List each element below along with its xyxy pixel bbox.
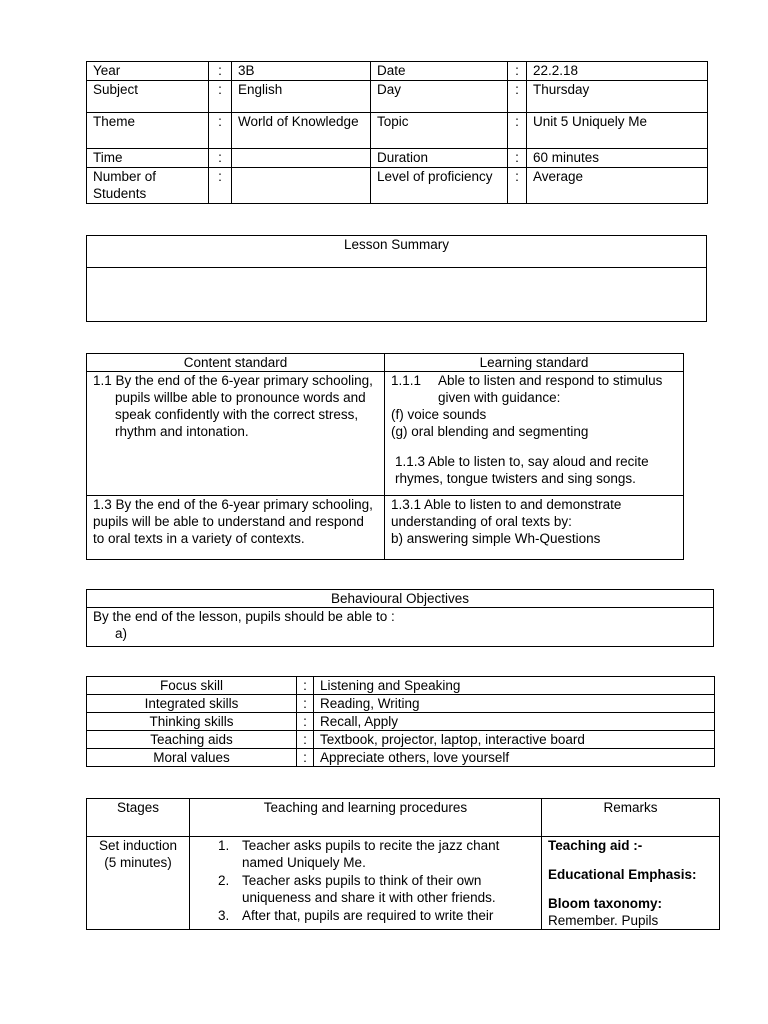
proficiency-label: Level of proficiency bbox=[371, 168, 508, 204]
year-value: 3B bbox=[232, 62, 371, 81]
proficiency-value: Average bbox=[527, 168, 708, 204]
learning-standard-1a-f: (f) voice sounds bbox=[391, 407, 487, 422]
colon: : bbox=[209, 149, 232, 168]
remark-bloom-taxonomy: Bloom taxonomy: bbox=[548, 896, 663, 911]
colon: : bbox=[297, 677, 314, 695]
objectives-intro: By the end of the lesson, pupils should be able to : bbox=[93, 609, 395, 624]
date-label: Date bbox=[371, 62, 508, 81]
lesson-summary-body bbox=[87, 268, 707, 322]
procedure-step bbox=[196, 907, 535, 924]
skill-label: Moral values bbox=[87, 749, 297, 767]
colon: : bbox=[209, 81, 232, 113]
remarks-cell bbox=[542, 837, 720, 930]
lesson-summary-heading: Lesson Summary bbox=[87, 236, 707, 268]
colon: : bbox=[209, 113, 232, 149]
remark-teaching-aid: Teaching aid :- bbox=[548, 838, 643, 853]
content-standard-1 bbox=[87, 372, 385, 496]
colon: : bbox=[508, 62, 527, 81]
date-value: 22.2.18 bbox=[527, 62, 708, 81]
learning-standard-1a-g: (g) oral blending and segmenting bbox=[391, 424, 589, 439]
subject-label: Subject bbox=[87, 81, 209, 113]
students-value bbox=[232, 168, 371, 204]
stages-header: Stages bbox=[87, 799, 190, 837]
stage-name: Set induction bbox=[98, 838, 178, 853]
standards-table bbox=[86, 353, 684, 560]
skill-label: Focus skill bbox=[87, 677, 297, 695]
day-label: Day bbox=[371, 81, 508, 113]
lesson-info-table bbox=[86, 61, 708, 204]
topic-value: Unit 5 Uniquely Me bbox=[527, 113, 708, 149]
theme-label: Theme bbox=[87, 113, 209, 149]
skill-value: Recall, Apply bbox=[314, 713, 715, 731]
learning-standard-1 bbox=[385, 372, 684, 496]
remark-educational-emphasis: Educational Emphasis: bbox=[548, 867, 697, 882]
content-standard-2: 1.3 By the end of the 6-year primary schooling, pupils will be able to understand and respond to oral texts in a variety of contexts. bbox=[87, 496, 385, 560]
learning-standard-2b: b) answering simple Wh-Questions bbox=[391, 531, 601, 546]
colon: : bbox=[508, 149, 527, 168]
procedure-table bbox=[86, 798, 720, 930]
lesson-summary-table bbox=[86, 235, 707, 322]
stage-time: (5 minutes) bbox=[104, 855, 172, 870]
colon: : bbox=[297, 713, 314, 731]
content-standard-1-text: 1.1 By the end of the 6-year primary schooling, pupils willbe able to pronounce words and speak confidently with the correct stress, rhythm and intonation. bbox=[93, 373, 373, 439]
students-label: Number of Students bbox=[87, 168, 209, 204]
duration-value: 60 minutes bbox=[527, 149, 708, 168]
colon: : bbox=[209, 168, 232, 204]
skill-label: Teaching aids bbox=[87, 731, 297, 749]
learning-standard-header: Learning standard bbox=[385, 354, 684, 372]
procedure-steps bbox=[190, 837, 542, 930]
step-number: 3. bbox=[218, 908, 230, 923]
skill-value: Listening and Speaking bbox=[314, 677, 715, 695]
procedures-header: Teaching and learning procedures bbox=[190, 799, 542, 837]
subject-value: English bbox=[232, 81, 371, 113]
step-number: 1. bbox=[218, 838, 230, 853]
colon: : bbox=[297, 731, 314, 749]
learning-standard-2 bbox=[385, 496, 684, 560]
objectives-item-a: a) bbox=[115, 626, 128, 641]
skill-label: Integrated skills bbox=[87, 695, 297, 713]
procedure-step bbox=[196, 837, 535, 871]
step-text: Teacher asks pupils to think of their own uniqueness and share it with other friends. bbox=[242, 873, 496, 905]
objectives-body bbox=[87, 608, 714, 647]
objectives-heading: Behavioural Objectives bbox=[87, 590, 714, 608]
colon: : bbox=[508, 168, 527, 204]
time-value bbox=[232, 149, 371, 168]
step-text: Teacher asks pupils to recite the jazz chant named Uniquely Me. bbox=[242, 838, 500, 870]
learning-standard-1a-text: Able to listen and respond to stimulus given with guidance: bbox=[438, 373, 663, 405]
stage-cell bbox=[87, 837, 190, 930]
time-label: Time bbox=[87, 149, 209, 168]
skill-label: Thinking skills bbox=[87, 713, 297, 731]
learning-standard-2a: 1.3.1 Able to listen to and demonstrate understanding of oral texts by: bbox=[391, 497, 622, 529]
learning-standard-1b: 1.1.3 Able to listen to, say aloud and recite rhymes, tongue twisters and sing songs. bbox=[395, 454, 649, 486]
theme-value: World of Knowledge bbox=[232, 113, 371, 149]
day-value: Thursday bbox=[527, 81, 708, 113]
content-standard-header: Content standard bbox=[87, 354, 385, 372]
learning-standard-1a-num: 1.1.1 bbox=[391, 373, 422, 388]
remark-bloom-value: Remember. Pupils bbox=[548, 913, 659, 928]
colon: : bbox=[508, 113, 527, 149]
skill-value: Appreciate others, love yourself bbox=[314, 749, 715, 767]
duration-label: Duration bbox=[371, 149, 508, 168]
procedure-step bbox=[196, 872, 535, 906]
colon: : bbox=[209, 62, 232, 81]
colon: : bbox=[297, 695, 314, 713]
objectives-table bbox=[86, 589, 714, 647]
year-label: Year bbox=[87, 62, 209, 81]
skills-table bbox=[86, 676, 715, 767]
skill-value: Textbook, projector, laptop, interactive board bbox=[314, 731, 715, 749]
step-text: After that, pupils are required to write their bbox=[242, 908, 494, 923]
colon: : bbox=[297, 749, 314, 767]
step-number: 2. bbox=[218, 873, 230, 888]
skill-value: Reading, Writing bbox=[314, 695, 715, 713]
colon: : bbox=[508, 81, 527, 113]
remarks-header: Remarks bbox=[542, 799, 720, 837]
topic-label: Topic bbox=[371, 113, 508, 149]
